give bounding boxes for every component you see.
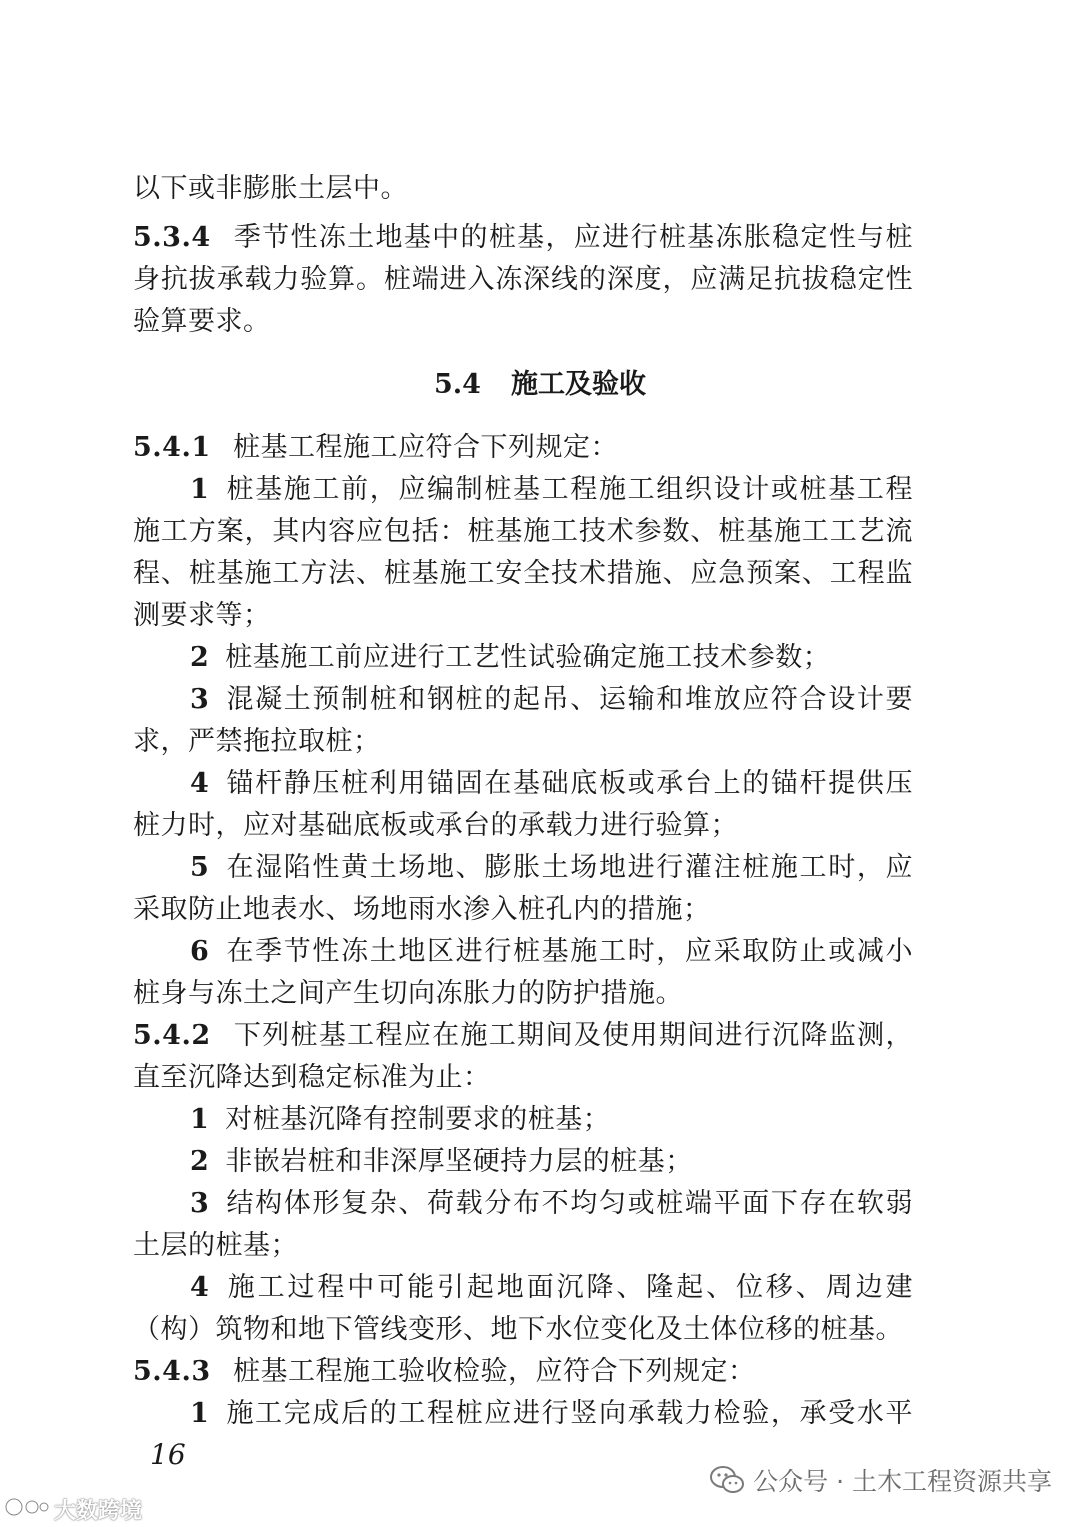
text-line: 采取防止地表水、场地雨水渗入桩孔内的措施；: [133, 894, 711, 925]
watermark-brand: [4, 1494, 142, 1525]
clause-number: 5.4.2: [133, 1020, 211, 1051]
section-heading: [0, 364, 1080, 405]
item-number: 1: [190, 1398, 210, 1429]
text-line: 混凝土预制桩和钢桩的起吊、运输和堆放应符合设计要: [225, 684, 913, 715]
list-item: [133, 637, 913, 678]
text-line: 以下或非膨胀土层中。: [133, 173, 408, 204]
text-line: 求，严禁拖拉取桩；: [133, 726, 381, 757]
item-number: 2: [190, 642, 210, 673]
watermark-text: 公众号 · 土木工程资源共享: [753, 1467, 1052, 1496]
clause-5-4-2: [133, 1015, 913, 1056]
text-line: 在湿陷性黄土场地、膨胀土场地进行灌注桩施工时，应: [225, 852, 913, 883]
text-line: 对桩基沉降有控制要求的桩基；: [225, 1104, 611, 1135]
watermark-wechat: [709, 1462, 1052, 1498]
text-line: 非嵌岩桩和非深厚坚硬持力层的桩基；: [225, 1146, 693, 1177]
clause-number: 5.3.4: [133, 222, 211, 253]
text-line: 测要求等；: [133, 600, 271, 631]
text-line: 结构体形复杂、荷载分布不均匀或桩端平面下存在软弱: [225, 1188, 913, 1219]
item-number: 1: [190, 1104, 210, 1135]
text-line: 下列桩基工程应在施工期间及使用期间进行沉降监测，: [233, 1020, 913, 1051]
text-line: 验算要求。: [133, 306, 271, 337]
text-line: 桩基工程施工验收检验，应符合下列规定：: [233, 1356, 756, 1387]
list-item: [133, 1183, 913, 1224]
clause-number: 5.4.1: [133, 432, 211, 463]
clause-5-3-4: [133, 217, 913, 258]
text-line: 直至沉降达到稳定标准为止：: [133, 1062, 491, 1093]
text-line: 季节性冻土地基中的桩基，应进行桩基冻胀稳定性与桩: [233, 222, 913, 253]
clause-5-4-1: [133, 427, 913, 468]
section-number: 5.4: [434, 369, 481, 400]
text-line: 桩基施工前应进行工艺性试验确定施工技术参数；: [225, 642, 831, 673]
wechat-icon: [709, 1465, 745, 1495]
watermark-brand-text: 大数跨境: [54, 1499, 143, 1524]
clause-5-4-3: [133, 1351, 913, 1392]
text-line: 桩身与冻土之间产生切向冻胀力的防护措施。: [133, 978, 683, 1009]
list-item: [133, 469, 913, 510]
text-line: 程、桩基施工方法、桩基施工安全技术措施、应急预案、工程监: [133, 558, 913, 589]
text-line: 施工方案，其内容应包括：桩基施工技术参数、桩基施工工艺流: [133, 516, 913, 547]
list-item: [133, 931, 913, 972]
text-line: 身抗拔承载力验算。桩端进入冻深线的深度，应满足抗拔稳定性: [133, 264, 913, 295]
item-number: 5: [190, 852, 210, 883]
text-line: 施工过程中可能引起地面沉降、隆起、位移、周边建: [225, 1272, 913, 1303]
list-item: [133, 763, 913, 804]
section-title: 施工及验收: [510, 369, 646, 400]
item-number: 1: [190, 474, 210, 505]
list-item: [133, 1393, 913, 1434]
text-line: 在季节性冻土地区进行桩基施工时，应采取防止或减小: [225, 936, 913, 967]
item-number: 4: [190, 768, 210, 799]
text-line: 桩基工程施工应符合下列规定：: [233, 432, 618, 463]
item-number: 3: [190, 1188, 210, 1219]
text-line: 土层的桩基；: [133, 1230, 298, 1261]
item-number: 4: [190, 1272, 210, 1303]
item-number: 3: [190, 684, 210, 715]
brand-logo-icon: [4, 1496, 50, 1524]
list-item: [133, 1267, 913, 1308]
list-item: [133, 1141, 913, 1182]
text-line: （构）筑物和地下管线变形、地下水位变化及土体位移的桩基。: [133, 1314, 903, 1345]
text-line: 锚杆静压桩利用锚固在基础底板或承台上的锚杆提供压: [225, 768, 913, 799]
clause-number: 5.4.3: [133, 1356, 211, 1387]
text-line: 施工完成后的工程桩应进行竖向承载力检验，承受水平: [225, 1398, 913, 1429]
text-line: 桩基施工前，应编制桩基工程施工组织设计或桩基工程: [225, 474, 913, 505]
text-line: 桩力时，应对基础底板或承台的承载力进行验算；: [133, 810, 738, 841]
page-number: 16: [150, 1438, 186, 1471]
list-item: [133, 847, 913, 888]
list-item: [133, 679, 913, 720]
list-item: [133, 1099, 913, 1140]
item-number: 6: [190, 936, 210, 967]
item-number: 2: [190, 1146, 210, 1177]
